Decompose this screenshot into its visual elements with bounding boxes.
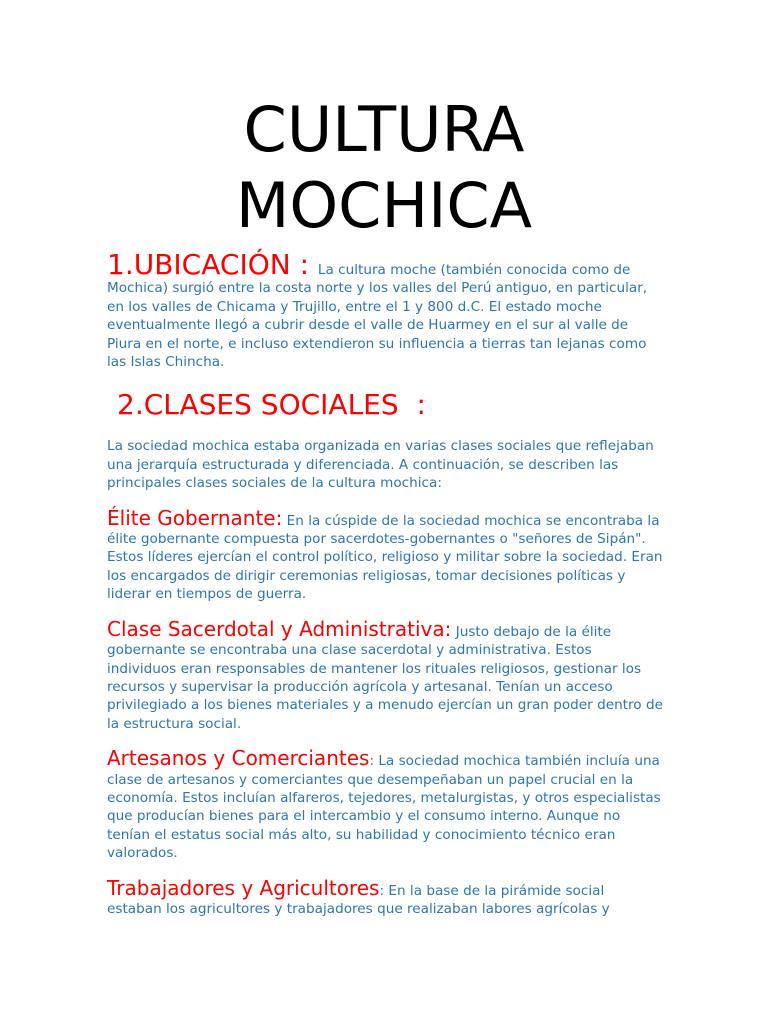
document-body <box>107 248 663 918</box>
artesanos-paragraph <box>107 746 663 862</box>
trabajadores-text: : En la base de la pirámide social estaban los agricultores y trabajadores que realizaban labores agrícolas y <box>107 882 610 917</box>
clase-sacerdotal-heading: Clase Sacerdotal y Administrativa: <box>107 616 452 641</box>
elite-gobernante-text: En la cúspide de la sociedad mochica se encontraba la élite gobernante compuesta por sacerdotes-gobernantes o "señores de Sipán". Estos líderes ejercían el control político, religioso y militar sobre la sociedad. Eran los encargados de dirigir ceremonias religiosas, tomar decisiones políticas y liderar en tiempos de guerra. <box>107 512 663 603</box>
clases-sociales-heading: 2.CLASES SOCIALES : <box>117 388 426 422</box>
ubicacion-text: La cultura moche (también conocida como de Mochica) surgió entre la costa norte y los valles del Perú antiguo, en particular, en los valles de Chicama y Trujillo, entre el 1 y 800 d.C. El estado moche eventualmente llegó a cubrir desde el valle de Huarmey en el sur al valle de Piura en el norte, e incluso extendieron su influencia a tierras tan lejanas como las Islas Chincha. <box>107 262 648 371</box>
trabajadores-paragraph <box>107 875 663 919</box>
clases-intro-paragraph: La sociedad mochica estaba organizada en varias clases sociales que reflejaban una jerarquía estructurada y diferenciada. A continuación, se describen las principales clases sociales de la cultura mochica: <box>107 438 654 492</box>
elite-gobernante-heading: Élite Gobernante: <box>107 505 283 530</box>
clase-sacerdotal-paragraph <box>107 616 663 733</box>
artesanos-text: : La sociedad mochica también incluía una clase de artesanos y comerciantes que desempeñaban un papel crucial en la economía. Estos incluían alfareros, tejedores, metalurgistas, y otros especialistas que producían bienes para el intercambio y el consumo interno. Aunque no tenían el estatus social más alto, su habilidad y conocimiento técnico eran valorados. <box>107 753 661 862</box>
title-line-2: MOCHICA <box>235 169 533 242</box>
elite-gobernante-paragraph <box>107 505 663 604</box>
ubicacion-heading: 1.UBICACIÓN : <box>107 248 318 281</box>
clase-sacerdotal-text: Justo debajo de la élite gobernante se encontraba una clase sacerdotal y administrativa. Estos individuos eran responsables de mantener los rituales religiosos, gestionar los recursos y supervisar la producción agrícola y artesanal. Tenían un acceso privilegiado a los bienes materiales y a menudo ejercían un gran poder dentro de la estructura social. <box>107 623 663 732</box>
title-line-1: CULTURA <box>243 93 525 166</box>
ubicacion-paragraph <box>107 248 663 371</box>
artesanos-heading: Artesanos y Comerciantes <box>107 746 370 771</box>
trabajadores-heading: Trabajadores y Agricultores <box>107 875 380 900</box>
document-title <box>0 92 768 244</box>
